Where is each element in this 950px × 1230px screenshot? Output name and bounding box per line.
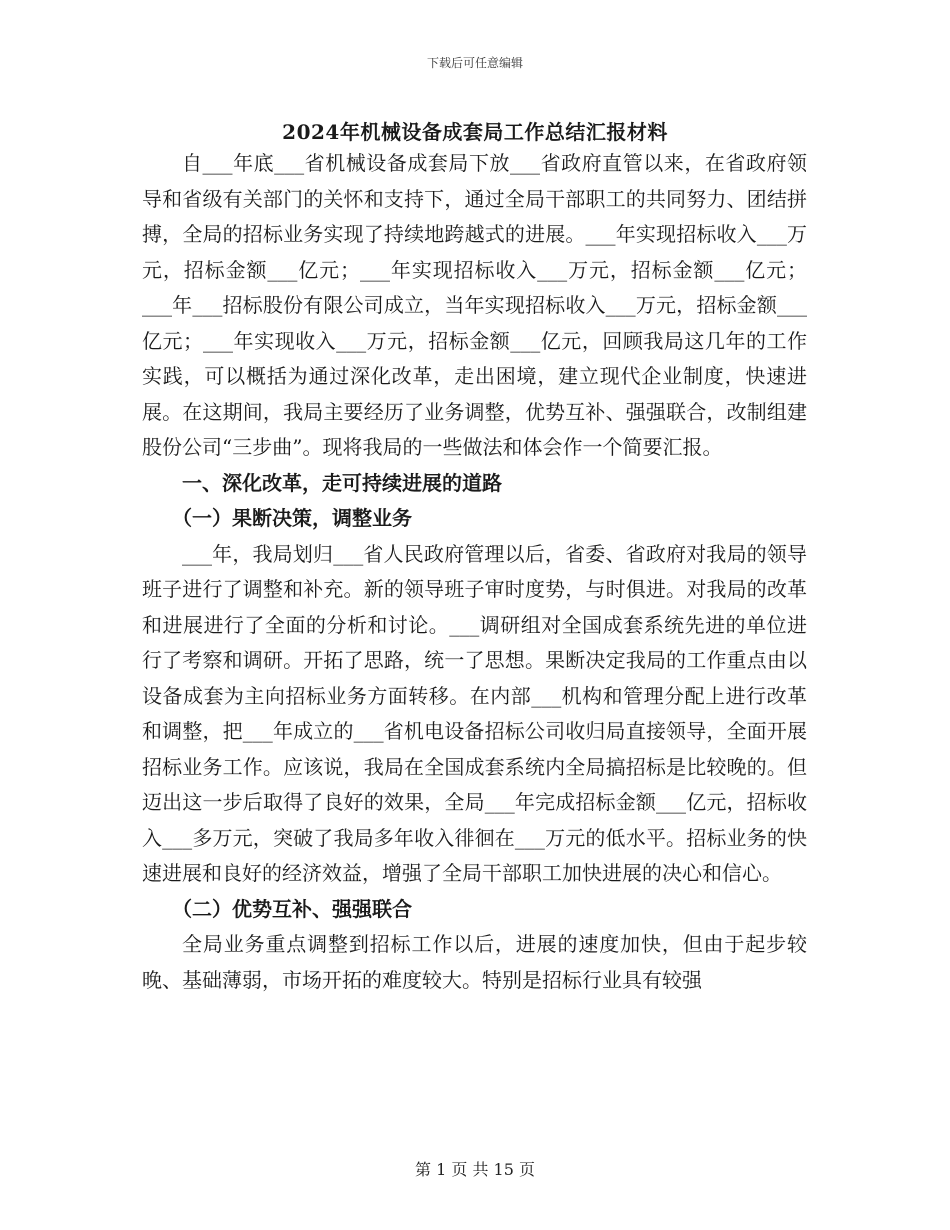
page-footer: 第 1 页 共 15 页	[415, 1160, 535, 1179]
header-note: 下载后可任意编辑	[426, 56, 523, 70]
section-heading-1: 一、深化改革，走可持续进展的道路	[182, 470, 502, 495]
subsection-2-paragraph: 全局业务重点调整到招标工作以后，进展的速度加快，但由于起步较晚、基础薄弱，市场开拓的难度较大。特别是招标行业具有较强	[142, 932, 807, 992]
subsection-heading-2: （二）优势互补、强强联合	[172, 896, 412, 921]
intro-paragraph: 自___年底___省机械设备成套局下放___省政府直管以来，在省政府领导和省级有关部门的关怀和支持下，通过全局干部职工的共同努力、团结拼搏，全局的招标业务实现了持续地跨越式的进展。___年实现招标收入___万元，招标金额___亿元；___年实现招标收入___万元，招标金额___亿元；___年___招标股份有限公司成立，当年实现招标收入___万元，招标金额___亿元；___年实现收入___万元，招标金额___亿元，回顾我局这几年的工作实践，可以概括为通过深化改革，走出困境，建立现代企业制度，快速进展。在这期间，我局主要经历了业务调整，优势互补、强强联合，改制组建股份公司“三步曲”。现将我局的一些做法和体会作一个简要汇报。	[142, 151, 807, 459]
document-body	[142, 146, 807, 998]
subsection-1-paragraph: ___年，我局划归___省人民政府管理以后，省委、省政府对我局的领导班子进行了调整和补充。新的领导班子审时度势，与时俱进。对我局的改革和进展进行了全面的分析和讨论。___调研组对全国成套系统先进的单位进行了考察和调研。开拓了思路，统一了思想。果断决定我局的工作重点由以设备成套为主向招标业务方面转移。在内部___机构和管理分配上进行改革和调整，把___年成立的___省机电设备招标公司收归局直接领导，全面开展招标业务工作。应该说，我局在全国成套系统内全局搞招标是比较晚的。但迈出这一步后取得了良好的效果，全局___年完成招标金额___亿元，招标收入___多万元，突破了我局多年收入徘徊在___万元的低水平。招标业务的快速进展和良好的经济效益，增强了全局干部职工加快进展的决心和信心。	[142, 541, 807, 885]
subsection-heading-1: （一）果断决策，调整业务	[172, 506, 412, 530]
document-title: 2024年机械设备成套局工作总结汇报材料	[282, 120, 668, 144]
